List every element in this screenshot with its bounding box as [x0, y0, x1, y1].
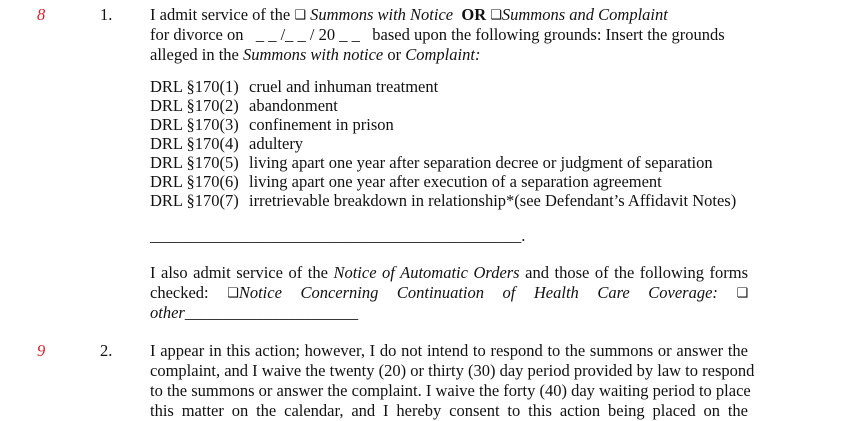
ground-text: abandonment: [249, 96, 338, 115]
health-coverage-option: [227, 283, 282, 302]
ground-text: adultery: [249, 134, 304, 153]
or-label: OR: [461, 5, 487, 24]
ground-code: DRL §170(3): [150, 115, 239, 134]
other-blank-field[interactable]: _____________________: [184, 303, 359, 322]
text-segment: I admit service of the: [150, 5, 291, 24]
text-segment: of: [502, 283, 516, 302]
field-marker-9: 9: [37, 341, 46, 360]
divorce-date-field[interactable]: _ _ /_ _ / 20 _ _: [255, 25, 360, 44]
grounds-alleged-line: [150, 45, 480, 65]
item-number: 1.: [100, 5, 113, 24]
paragraph-line: I appear in this action; however, I do not intend to respond to the summons or answer the: [150, 341, 748, 360]
paragraph-line: complaint, and I waive the twenty (20) or thirty (30) day period provided by law to respond: [150, 361, 755, 380]
field-marker-8: 8: [37, 5, 46, 24]
divorce-date-line: [150, 25, 725, 45]
checkbox-health-coverage[interactable]: ❑: [227, 286, 239, 301]
text-segment: Coverage:: [648, 283, 718, 302]
ground-code: DRL §170(2): [150, 96, 239, 115]
ground-text: living apart one year after separation decree or judgment of separation: [249, 153, 713, 172]
paragraph-line: to the summons or answer the complaint. I waive the forty (40) day waiting period to place: [150, 381, 751, 400]
summons-with-notice-label: Summons with Notice: [310, 5, 454, 24]
text-segment: Notice: [238, 283, 282, 302]
ground-code: DRL §170(5): [150, 153, 239, 172]
grounds-blank-field[interactable]: _____________________________________________.: [150, 226, 526, 245]
text-segment: Summons with notice: [243, 45, 384, 64]
text-segment: and those of the following forms: [525, 263, 748, 282]
ground-code: DRL §170(6): [150, 172, 239, 191]
text-segment: Health: [533, 283, 579, 302]
automatic-orders-line: [150, 263, 748, 283]
text-segment: Continuation: [396, 283, 484, 302]
text-segment: Concerning: [300, 283, 379, 302]
checkbox-summons-with-notice[interactable]: ❑: [294, 8, 306, 23]
text-segment: alleged in the: [150, 45, 239, 64]
ground-code: DRL §170(4): [150, 134, 239, 153]
text-segment: based upon the following grounds: Insert the grounds: [372, 25, 725, 44]
text-segment: checked:: [150, 283, 209, 302]
other-line: [150, 303, 358, 323]
text-segment: Complaint:: [405, 45, 481, 64]
checkbox-other[interactable]: ❑: [736, 286, 749, 301]
ground-text: confinement in prison: [249, 115, 394, 134]
ground-text: cruel and inhuman treatment: [249, 77, 439, 96]
admit-service-line: [150, 5, 668, 25]
ground-text: living apart one year after execution of a separation agreement: [249, 172, 662, 191]
paragraph-line: this matter on the calendar, and I hereby consent to this action being placed on the: [150, 401, 748, 420]
checkbox-summons-and-complaint[interactable]: ❑: [490, 8, 502, 23]
text-segment: I also admit service of the: [150, 263, 328, 282]
text-segment: for divorce on: [150, 25, 244, 44]
health-coverage-line: [150, 283, 748, 303]
ground-text: irretrievable breakdown in relationship*(see Defendant’s Affidavit Notes): [249, 191, 737, 210]
text-segment: Notice of Automatic Orders: [333, 263, 520, 282]
ground-code: DRL §170(7): [150, 191, 239, 210]
other-label: other: [150, 303, 185, 322]
ground-code: DRL §170(1): [150, 77, 239, 96]
text-segment: Care: [597, 283, 630, 302]
summons-and-complaint-label: Summons and Complaint: [501, 5, 668, 24]
text-segment: or: [387, 45, 402, 64]
item-number: 2.: [100, 341, 113, 360]
